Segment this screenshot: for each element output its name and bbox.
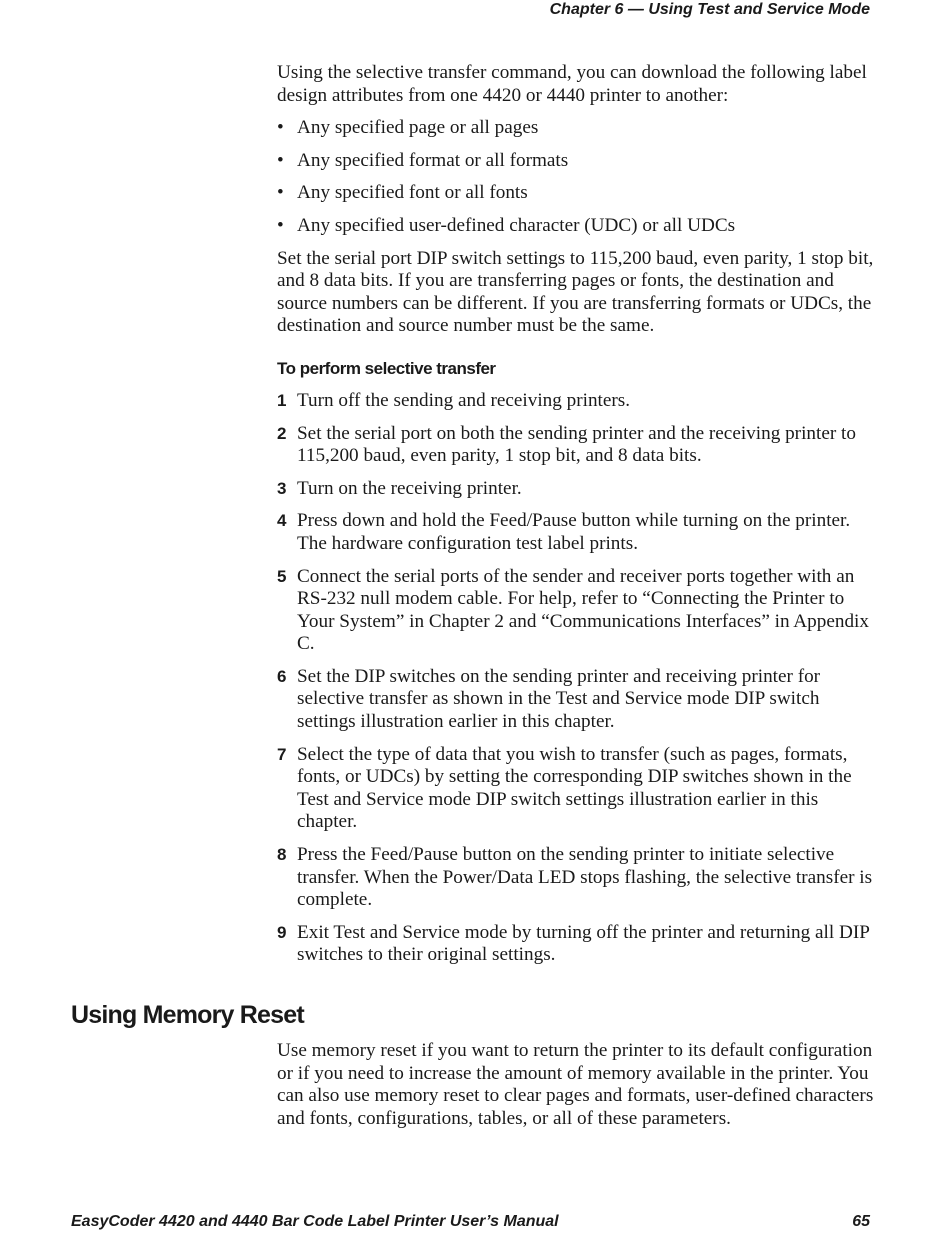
step-item [277, 922, 877, 967]
memory-reset-heading: Using Memory Reset [71, 1001, 304, 1029]
main-content [277, 62, 877, 977]
attribute-list [277, 117, 877, 237]
memory-reset-paragraph: Use memory reset if you want to return the printer to its default configuration or if you need to increase the amount of memory available in the printer. You can also use memory reset to clear pages and formats, user-defined characters and fonts, configurations, tables, or all of these parameters. [277, 1040, 874, 1129]
step-number: 1 [277, 390, 287, 410]
step-text: Set the DIP switches on the sending printer and receiving printer for selective transfer as shown in the Test and Service mode DIP switch settings illustration earlier in this chapter. [297, 665, 821, 733]
step-number: 2 [277, 423, 287, 443]
step-number: 6 [277, 666, 287, 686]
list-item-text: Any specified user-defined character (UDC) or all UDCs [297, 214, 736, 236]
bullet-icon: • [277, 182, 284, 204]
list-item-text: Any specified font or all fonts [297, 182, 528, 204]
running-header: Chapter 6 — Using Test and Service Mode [549, 1, 870, 18]
step-text: Set the serial port on both the sending printer and the receiving printer to 115,200 baud, even parity, 1 stop bit, and 8 data bits. [297, 422, 856, 467]
manual-title: EasyCoder 4420 and 4440 Bar Code Label Printer User’s Manual [71, 1213, 559, 1230]
page-number: 65 [852, 1213, 870, 1230]
step-item [277, 666, 877, 734]
step-number: 3 [277, 478, 287, 498]
step-text: Connect the serial ports of the sender and receiver ports together with an RS-232 null modem cable. For help, refer to “Connecting the Printer to Your System” in Chapter 2 and “Communications Interfaces” in Appendix C. [297, 565, 869, 655]
list-item-text: Any specified format or all formats [297, 149, 569, 171]
settings-paragraph: Set the serial port DIP switch settings to 115,200 baud, even parity, 1 stop bit, and 8 data bits. If you are transferring pages or fonts, the destination and source numbers can be different. If you are transferring formats or UDCs, the destination and source number must be the same. [277, 247, 874, 337]
step-item [277, 510, 877, 555]
bullet-icon: • [277, 214, 284, 236]
list-item [277, 150, 877, 173]
step-item [277, 566, 877, 656]
step-item [277, 844, 877, 912]
list-item [277, 182, 877, 205]
step-text: Turn off the sending and receiving printers. [297, 389, 631, 411]
step-number: 7 [277, 744, 287, 764]
step-item [277, 423, 877, 468]
procedure-heading: To perform selective transfer [277, 358, 496, 378]
page-footer [71, 1212, 870, 1232]
step-text: Exit Test and Service mode by turning off the printer and returning all DIP switches to their original settings. [297, 921, 870, 966]
step-item [277, 390, 877, 413]
bullet-icon: • [277, 117, 284, 139]
step-text: Press down and hold the Feed/Pause button while turning on the printer. The hardware configuration test label prints. [297, 510, 851, 554]
step-text: Select the type of data that you wish to transfer (such as pages, formats, fonts, or UDCs) by setting the corresponding DIP switches shown in the Test and Service mode DIP switch settings illustration earlier in this chapter. [297, 743, 852, 833]
step-item [277, 744, 877, 834]
step-number: 4 [277, 511, 287, 531]
step-number: 5 [277, 566, 287, 586]
list-item [277, 117, 877, 140]
procedure-steps [277, 390, 877, 967]
intro-paragraph: Using the selective transfer command, you can download the following label design attributes from one 4420 or 4440 printer to another: [277, 62, 867, 106]
step-number: 9 [277, 922, 287, 942]
step-text: Press the Feed/Pause button on the sending printer to initiate selective transfer. When the Power/Data LED stops flashing, the selective transfer is complete. [297, 844, 873, 911]
list-item-text: Any specified page or all pages [297, 117, 539, 139]
step-item [277, 478, 877, 501]
step-text: Turn on the receiving printer. [297, 477, 522, 499]
list-item [277, 215, 877, 238]
bullet-icon: • [277, 149, 284, 171]
step-number: 8 [277, 845, 287, 865]
